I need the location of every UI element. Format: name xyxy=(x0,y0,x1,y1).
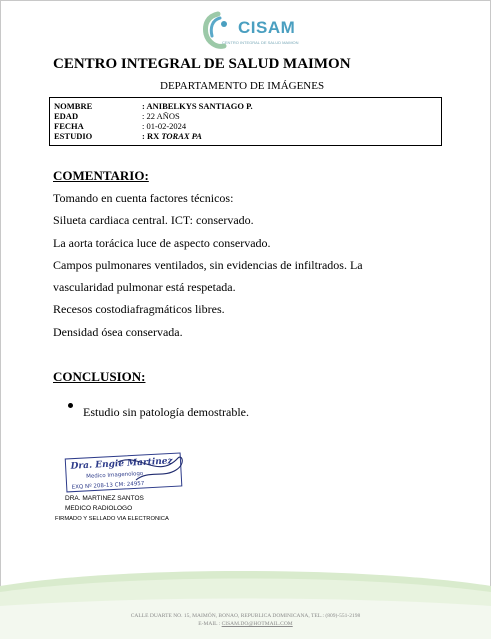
svg-text:EXQ Nº 208-13 CM: 24957: EXQ Nº 208-13 CM: 24957 xyxy=(71,480,145,491)
signer-name: DRA. MARTINEZ SANTOS xyxy=(65,495,144,502)
comment-line: Densidad ósea conservada. xyxy=(53,325,183,339)
comment-line: Tomando en cuenta factores técnicos: xyxy=(53,191,234,205)
comment-line: Recesos costodiafragmáticos libres. xyxy=(53,302,225,316)
svg-text:Medico Imagenologo: Medico Imagenologo xyxy=(86,470,144,480)
footer-address: CALLE DUARTE NO. 15, MAIMÓN, BONAO, REPUBLICA DOMINICANA, TEL.: (809)-551-2198 xyxy=(130,613,361,619)
study-date-value: : 01-02-2024 xyxy=(142,121,187,131)
comment-title: COMENTARIO: xyxy=(53,168,149,183)
comment-line: Campos pulmonares ventilados, sin evidencias de infiltrados. La xyxy=(53,258,363,272)
comment-line: La aorta torácica luce de aspecto conservado. xyxy=(53,236,271,250)
patient-age-value: : 22 AÑOS xyxy=(142,111,180,121)
info-row-age xyxy=(54,111,437,121)
comment-line: Silueta cardiaca central. ICT: conservado. xyxy=(53,213,254,227)
patient-name-value: : ANIBELKYS SANTIAGO P. xyxy=(142,101,253,111)
comment-line: vascularidad pulmonar está respetada. xyxy=(53,280,236,294)
info-row-name xyxy=(54,101,437,111)
info-label: EDAD xyxy=(54,111,79,121)
cisam-logo xyxy=(196,6,306,54)
info-row-date xyxy=(54,121,437,131)
department-title: DEPARTAMENTO DE IMÁGENES xyxy=(160,80,325,92)
signature-stamp xyxy=(58,450,193,496)
conclusion-title: CONCLUSION: xyxy=(53,369,146,384)
footer-email-link[interactable]: CISAM.DO@HOTMAIL.COM xyxy=(221,621,293,627)
study-value xyxy=(142,131,202,141)
footer-email-prefix: E-MAIL : xyxy=(198,621,222,627)
study-value-prefix: : RX xyxy=(142,131,162,141)
signer-role: MEDICO RADIOLOGO xyxy=(65,505,133,512)
info-label: NOMBRE xyxy=(54,101,93,111)
org-title: CENTRO INTEGRAL DE SALUD MAIMON xyxy=(53,56,351,72)
conclusion-item: Estudio sin patología demostrable. xyxy=(83,405,249,419)
footer-wave-decoration xyxy=(0,566,491,639)
bullet-icon xyxy=(68,403,73,408)
info-label: FECHA xyxy=(54,121,84,131)
info-label: ESTUDIO xyxy=(54,131,93,141)
study-value-italic: TORAX PA xyxy=(161,131,202,141)
signature-note: FIRMADO Y SELLADO VIA ELECTRONICA xyxy=(55,516,169,522)
footer-email-line xyxy=(0,621,491,627)
logo-subtitle: CENTRO INTEGRAL DE SALUD MAIMON xyxy=(222,40,299,45)
svg-text:Dra. Engie Martinez: Dra. Engie Martinez xyxy=(70,456,173,472)
info-row-study xyxy=(54,131,437,141)
logo-brand-text: CISAM xyxy=(238,18,296,37)
patient-info-box xyxy=(49,97,442,146)
